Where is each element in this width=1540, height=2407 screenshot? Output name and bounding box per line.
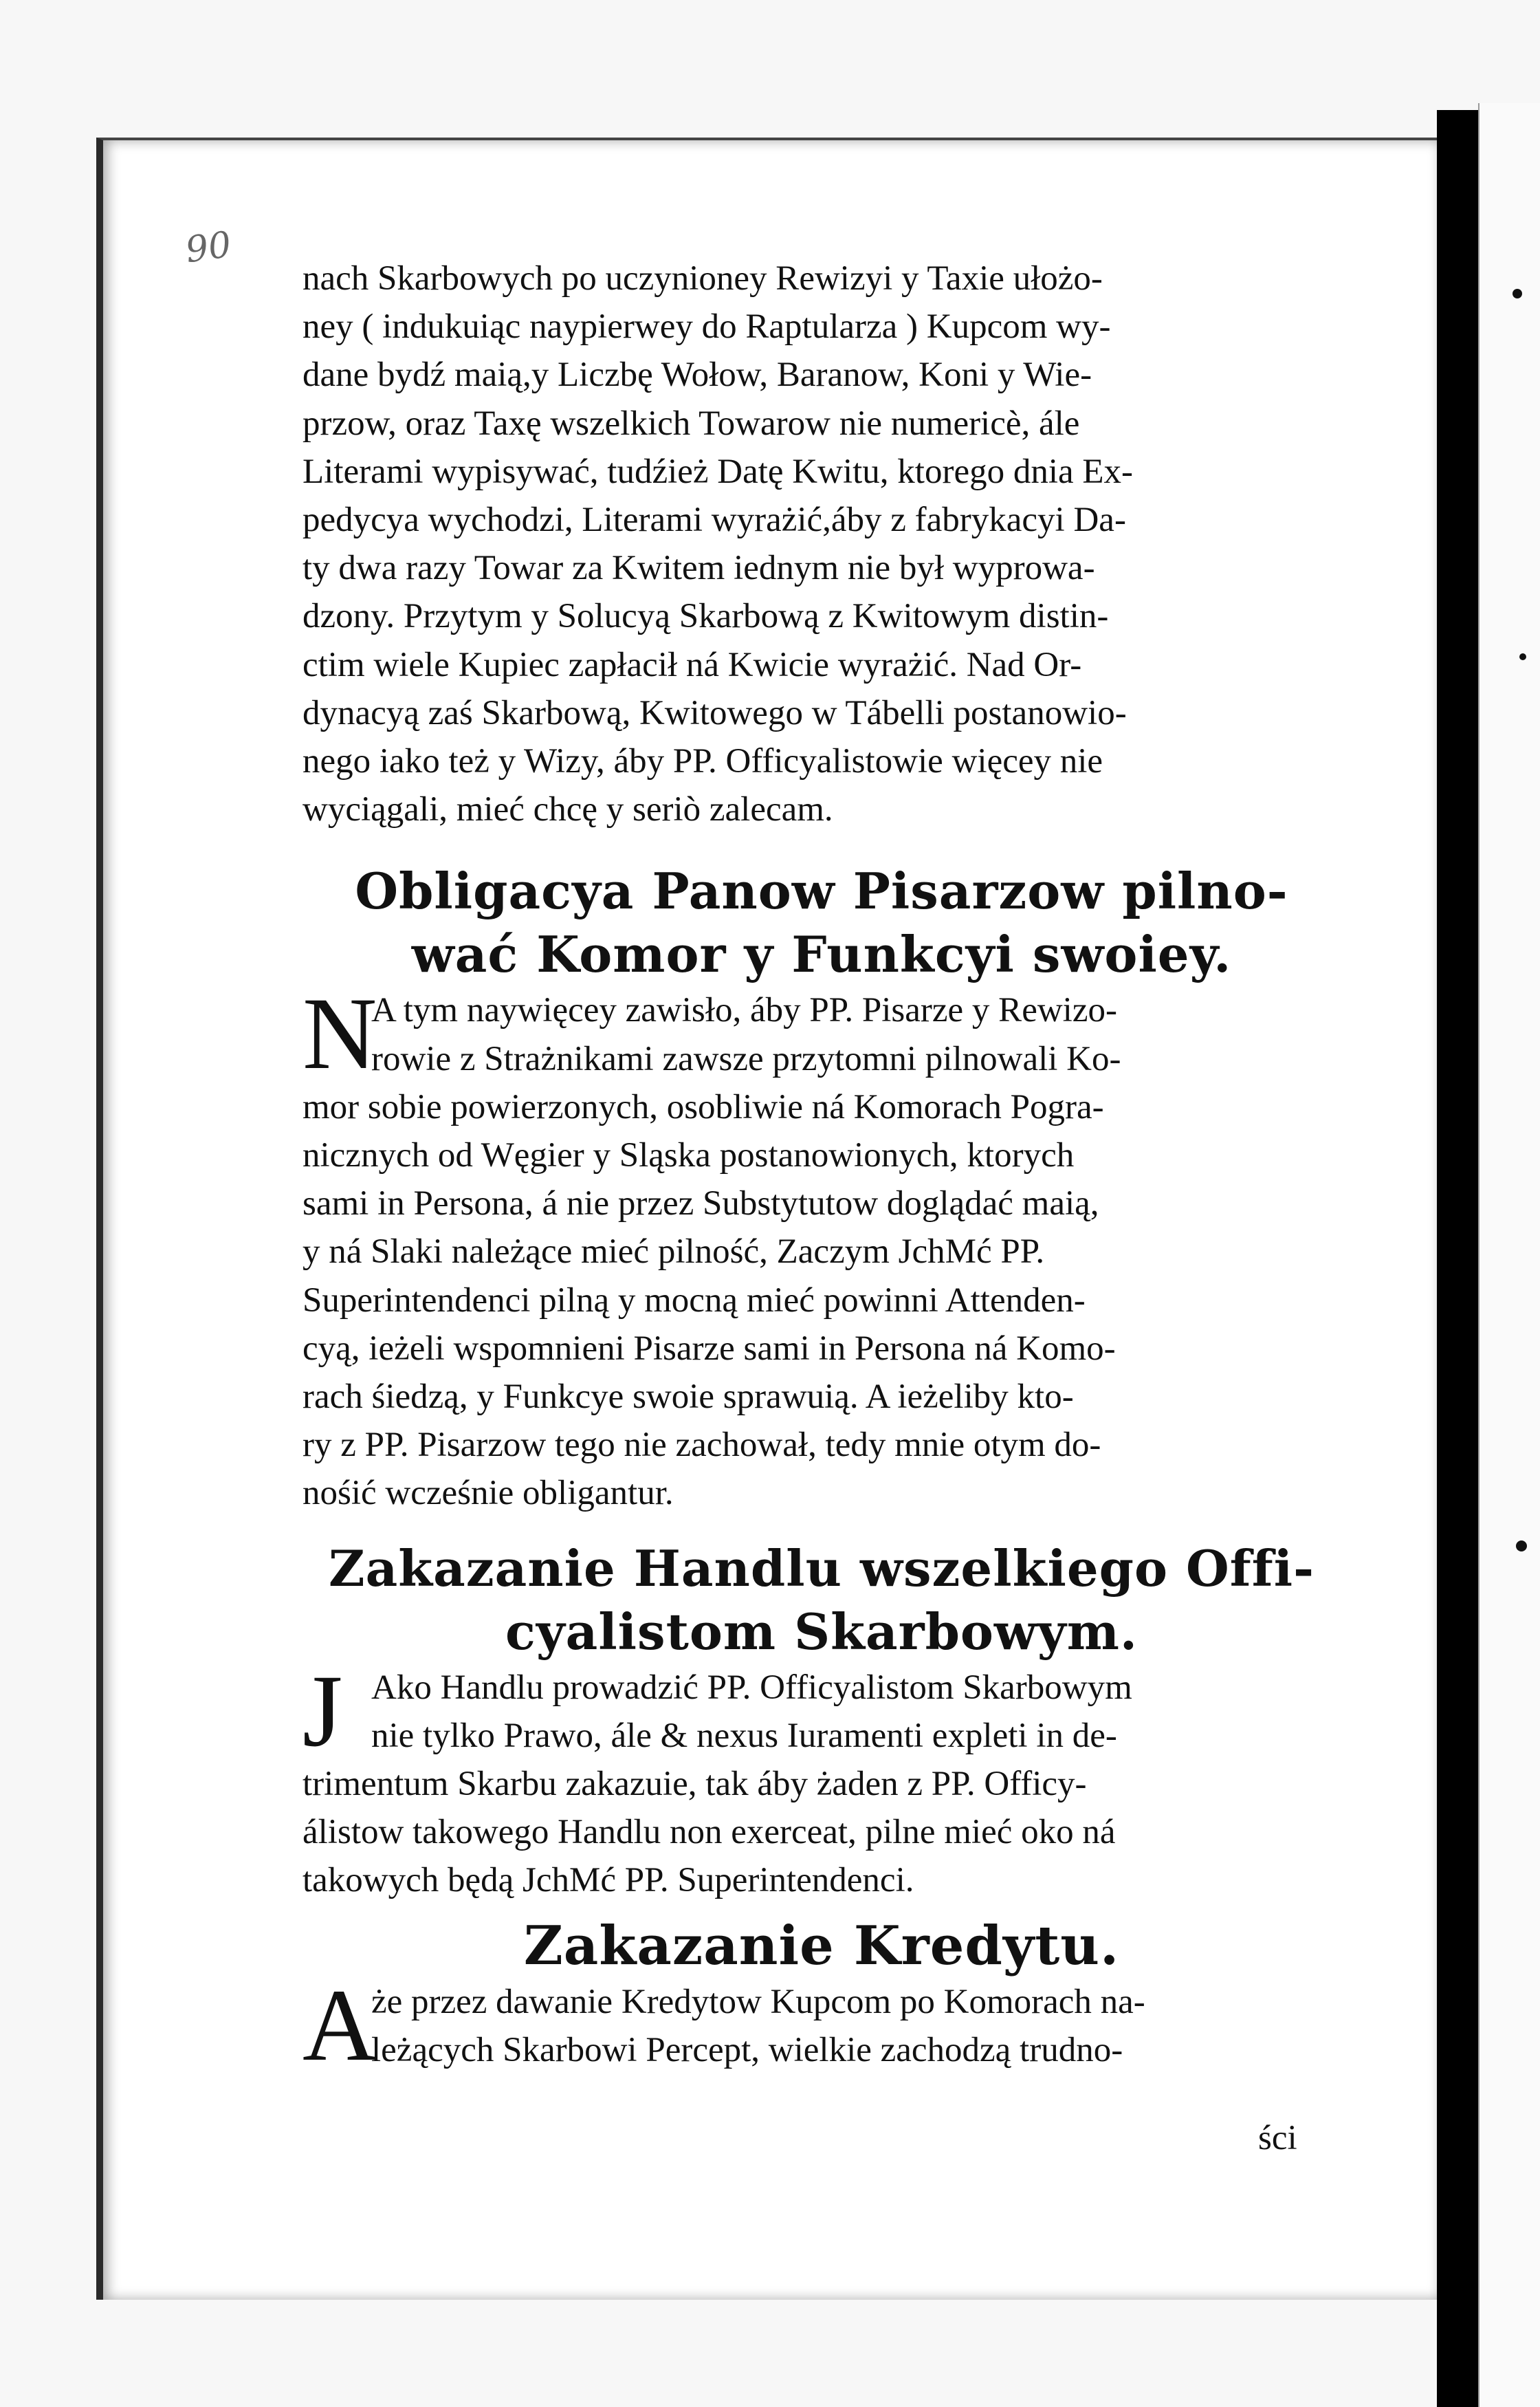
text-line: Superintendenci pilną y mocną mieć powinni Attenden- [302, 1281, 1086, 1320]
binding-shadow [1437, 110, 1478, 2407]
section-heading-zakazanie-handlu [302, 1537, 1341, 1664]
text-line: trimentum Skarbu zakazuie, tak áby żaden z PP. Officy- [302, 1765, 1087, 1804]
heading-line: wać Komor y Funkcyi swoiey. [411, 925, 1232, 984]
section-paragraph-obligacya [302, 977, 1341, 1517]
text-line: nośić wcześnie obligantur. [302, 1474, 674, 1513]
text-line: nie tylko Prawo, ále & nexus Iuramenti expleti in de- [371, 1716, 1117, 1755]
text-line: nach Skarbowych po uczynioney Rewizyi y Taxie ułożo- [302, 259, 1103, 298]
text-line: cyą, ieżeli wspomnieni Pisarze sami in Persona ná Komo- [302, 1329, 1116, 1368]
text-line: A tym naywięcey zawisło, áby PP. Pisarze y Rewizo- [371, 991, 1117, 1030]
text-line: przow, oraz Taxę wszelkich Towarow nie numericè, ále [302, 404, 1080, 443]
intro-paragraph [302, 254, 1341, 834]
heading-line: Zakazanie Kredytu. [523, 1914, 1120, 1977]
text-line: rach śiedzą, y Funkcye swoie sprawuią. A ieżeliby kto- [302, 1377, 1074, 1417]
drop-cap: J [302, 1653, 343, 1768]
text-line: nicznych od Węgier y Sląska postanowionych, ktorych [302, 1136, 1075, 1175]
text-line: Literami wypisywać, tudźież Datę Kwitu, ktorego dnia Ex- [302, 452, 1134, 491]
section-paragraph-zakazanie-kredytu [302, 1968, 1341, 2082]
text-line: sami in Persona, á nie przez Substytutow doglądać maią, [302, 1184, 1099, 1223]
heading-line: Zakazanie Handlu wszelkiego Offi- [329, 1538, 1314, 1598]
text-line: álistow takowego Handlu non exerceat, pilne mieć oko ná [302, 1813, 1116, 1852]
text-line: nego iako też y Wizy, áby PP. Officyalistowie więcey nie [302, 742, 1103, 781]
ink-speck [1516, 1540, 1527, 1551]
text-line: leżących Skarbowi Percept, wielkie zachodzą trudno- [371, 2030, 1123, 2069]
text-line: dzony. Przytym y Solucyą Skarbową z Kwitowym distin- [302, 597, 1109, 636]
text-line: takowych będą JchMć PP. Superintendenci. [302, 1861, 914, 1900]
text-line: ty dwa razy Towar za Kwitem iednym nie był wyprowa- [302, 549, 1095, 588]
drop-cap: N [302, 977, 377, 1091]
text-line: wyciągali, mieć chcę y seriò zalecam. [302, 790, 833, 829]
text-line: rowie z Strażnikami zawsze przytomni pilnowali Ko- [371, 1039, 1121, 1078]
text-line: pedycya wychodzi, Literami wyrażić,áby z fabrykacyi Da- [302, 501, 1126, 540]
text-line: y ná Slaki należące mieć pilność, Zaczym JchMć PP. [302, 1232, 1045, 1272]
page-content [302, 254, 1341, 2082]
text-line: Ako Handlu prowadzić PP. Officyalistom Skarbowym [371, 1668, 1132, 1707]
text-line: ctim wiele Kupiec zapłacił ná Kwicie wyrażić. Nad Or- [302, 645, 1082, 684]
text-line: dane bydź maią,y Liczbę Wołow, Baranow, Koni y Wie- [302, 356, 1092, 395]
text-line: dynacyą zaś Skarbową, Kwitowego w Tábelli postanowio- [302, 693, 1127, 732]
ink-speck [1519, 653, 1526, 660]
text-line: ry z PP. Pisarzow tego nie zachował, tedy mnie otym do- [302, 1426, 1101, 1465]
section-heading-zakazanie-kredytu [302, 1915, 1341, 1978]
section-paragraph-zakazanie-handlu [302, 1653, 1341, 1905]
ink-speck [1512, 289, 1522, 298]
catchword: ści [1258, 2119, 1297, 2157]
heading-line: Obligacya Panow Pisarzow pilno- [355, 862, 1288, 921]
facing-page-edge [1478, 103, 1540, 2407]
text-line: że przez dawanie Kredytow Kupcom po Komorach na- [371, 1982, 1145, 2021]
text-line: ney ( indukuiąc naypierwey do Raptularza ) Kupcom wy- [302, 307, 1111, 347]
section-heading-obligacya [302, 860, 1341, 986]
heading-line: cyalistom Skarbowym. [505, 1602, 1138, 1661]
drop-cap: A [302, 1968, 377, 2082]
text-line: mor sobie powierzonych, osobliwie ná Komorach Pogra- [302, 1087, 1104, 1126]
page-number: 90 [183, 224, 234, 272]
